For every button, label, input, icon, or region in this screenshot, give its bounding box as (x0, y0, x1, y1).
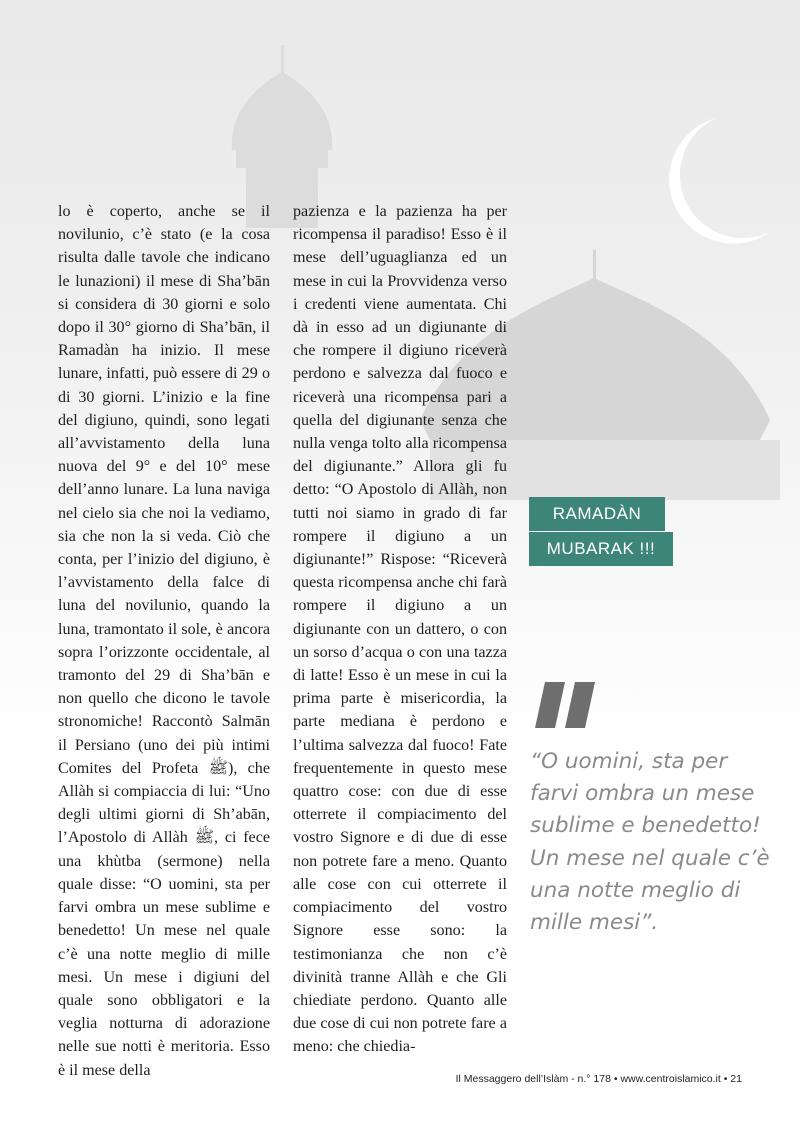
text-column-right (293, 200, 507, 1059)
ramadan-badge: RAMADÀN (529, 497, 665, 531)
body-text-left: lo è coperto, anche se il novilunio, c’è stato (e la cosa risulta dalle tavole che indicano le lunazioni) il mese di Sha’bān si considera di 30 giorni e solo dopo il 30° giorno di Sha’bān, il Ramadàn ha inizio. Il mese lunare, infatti, può essere di 29 o di 30 giorni. L’inizio e la fine del digiuno, quindi, sono legati all’avvistamento della luna nuova del 9° e del 10° mese dell’anno lunare. La luna naviga nel cielo sia che noi la vediamo, sia che non la si veda. Ciò che conta, per l’inizio del digiuno, è l’avvistamento della falce di luna del novilunio, quando la luna, tramontato il sole, è ancora sopra l’orizzonte occidentale, al tramonto del 29 di Sha’bān e non quello che dicono le tavole stronomiche! Raccontò Salmān il Persiano (uno dei più intimi Comites del Profeta ﷺ), che Allàh si compiaccia di lui: “Uno degli ultimi giorni di Sh’abān, l’Apostolo di Allàh ﷺ, ci fece una khùtba (sermone) nella quale disse: “O uomini, sta per farvi ombra un mese sublime e benedetto! Un mese nel quale c’è una notte meglio di mille mesi. Un mese i digiuni del quale sono obbligatori e la veglia notturna di adorazione nelle sue notti è meritoria. Esso è il mese della (58, 203, 270, 1079)
mubarak-badge: MUBARAK !!! (529, 532, 673, 566)
crescent-moon-icon (669, 118, 770, 244)
page-footer: Il Messaggero dell’Islàm - n.° 178 • www.centroislamico.it • 21 (455, 1073, 742, 1085)
quote-mark-icon (531, 680, 601, 730)
text-column-left (58, 200, 270, 1082)
body-text-right: pazienza e la pazienza ha per ricompensa il paradiso! Esso è il mese dell’uguaglianza ed un mese in cui la Provvidenza verso i credenti viene aumentata. Chi dà in esso ad un digiunante di che rompere il digiuno riceverà perdono e salvezza dal fuoco e riceverà una ricompensa pari a quella del digiunante senza che nulla venga tolto alla ricompensa del digiunante.” Allora gli fu detto: “O Apostolo di Allàh, non tutti noi siamo in grado di far rompere il digiuno a un digiunante!” Rispose: “Riceverà questa ricompensa anche chi farà rompere il digiuno a un digiunante con un dattero, o con un sorso d’acqua o con una tazza di latte! Esso è un mese in cui la prima parte è misericordia, la parte mediana è perdono e l’ultima salvezza dal fuoco! Fate frequentemente in questo mese quattro cose: con due di esse otterrete il compiacimento del vostro Signore e di due di esse non potrete fare a meno. Quanto alle cose con cui otterrete il compiacimento del vostro Signore esse sono: la testimonianza che non c’è divinità tranne Allàh e che Gli chiediate perdono. Quanto alle due cose di cui non potrete fare a meno: che chiedia- (293, 203, 507, 1056)
pull-quote: “O uomini, sta per farvi ombra un mese sublime e benedetto! Un mese nel quale c’è una notte meglio di mille mesi”. (530, 749, 770, 936)
